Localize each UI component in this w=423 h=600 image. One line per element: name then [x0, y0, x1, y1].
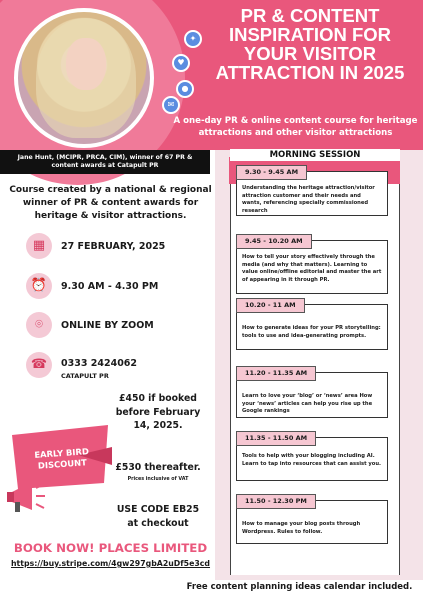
course-location: ONLINE BY ZOOM [61, 320, 154, 331]
course-intro: Course created by a national & regional winner of PR & content awards for heritage & visitor attractions. [9, 185, 212, 221]
course-date: 27 FEBRUARY, 2025 [61, 241, 166, 252]
promo-code: USE CODE EB25 at checkout [116, 504, 200, 529]
course-time: 9.30 AM - 4.30 PM [61, 281, 159, 292]
session-time: 10.20 - 11 AM [236, 298, 305, 313]
share-icon: ✦ [184, 30, 202, 48]
vat-note: Prices inclusive of VAT [127, 477, 189, 482]
session-desc: How to manage your blog posts through Wordpress. Rules to follow. [242, 521, 361, 535]
calendar-icon: ▦ [26, 233, 52, 259]
early-price: £450 if booked before February 14, 2025. [115, 393, 201, 431]
phone-icon: ☎ [26, 352, 52, 378]
session-desc: Tools to help with your blogging including AI. Learn to tap into resources that can assist you. [242, 453, 381, 467]
session-time: 9.30 - 9.45 AM [236, 165, 307, 180]
contact-company: CATAPULT PR [61, 372, 109, 380]
page-subtitle: A one-day PR & online content course for heritage attractions and other visitor attractions [173, 116, 418, 138]
location-icon: ● [176, 80, 194, 98]
session-card [236, 497, 388, 544]
session-time: 9.45 - 10.20 AM [236, 234, 312, 249]
booking-link[interactable]: https://buy.stripe.com/4gw297gbA2uDf5e3cd [10, 559, 211, 568]
session-card [236, 434, 388, 481]
session-desc: Learn to love your ‘blog’ or ‘news’ area How your ‘news’ articles can help you rise up the Google rankings [242, 393, 373, 415]
book-now-callout: BOOK NOW! PLACES LIMITED [13, 541, 208, 555]
standard-price: £530 thereafter. [115, 462, 201, 473]
session-card [236, 237, 388, 294]
schedule-heading: MORNING SESSION [230, 149, 400, 161]
session-desc: How to generate ideas for your PR storytelling: tools to use and idea-generating prompts. [242, 325, 381, 339]
session-card [236, 168, 388, 216]
session-desc: How to tell your story effectively through the media (and why that matters). Learning to value online/offline editorial and master the art of appearing in it through PR. [242, 254, 382, 283]
like-icon: ♥ [172, 54, 190, 72]
session-desc: Understanding the heritage attraction/visitor attraction customer and their needs and wants, referencing specially commissioned research [242, 185, 375, 214]
early-bird-label: EARLY BIRD DISCOUNT [34, 446, 90, 471]
session-card [236, 301, 388, 350]
presenter-caption: Jane Hunt, (MCIPR, PRCA, CIM), winner of 67 PR & content awards at Catapult PR [0, 150, 210, 174]
megaphone-icon [6, 480, 46, 516]
page-title: PR & CONTENT INSPIRATION FOR YOUR VISITOR ATTRACTION IN 2025 [215, 5, 405, 83]
alarm-clock-icon: ⏰ [26, 273, 52, 299]
footer-note: Free content planning ideas calendar included. [186, 582, 413, 592]
session-time: 11.50 - 12.30 PM [236, 494, 316, 509]
chat-icon: ✉ [162, 96, 180, 114]
presenter-photo [14, 8, 154, 148]
session-time: 11.20 - 11.35 AM [236, 366, 316, 381]
session-card [236, 369, 388, 418]
location-pin-icon: ⌾ [26, 312, 52, 338]
contact-phone[interactable]: 0333 2424062 [61, 358, 138, 369]
photo-face [66, 38, 106, 90]
session-time: 11.35 - 11.50 AM [236, 431, 316, 446]
